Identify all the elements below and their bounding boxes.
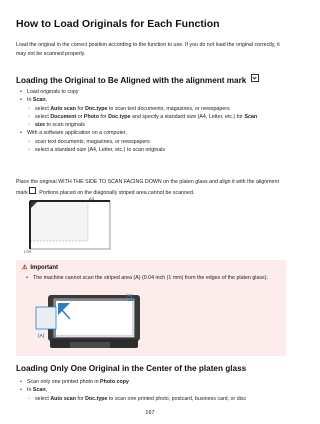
ltr-label: LTR bbox=[24, 249, 32, 254]
platen-alignment-diagram bbox=[24, 195, 114, 255]
sub-list-item: ◦ select Auto scan for Doc.type to scan one printed photo, postcard, business card, or disc bbox=[20, 395, 246, 403]
warning-icon: ⚠ bbox=[22, 265, 28, 271]
important-title: ⚠ Important bbox=[22, 265, 59, 271]
sub-list-item: ◦ select a standard size (A4, Letter, etc.) to scan originals bbox=[20, 146, 257, 154]
alignment-usage-list bbox=[20, 88, 257, 154]
page-title: How to Load Originals for Each Function bbox=[16, 18, 220, 30]
alignment-mark-icon bbox=[251, 74, 259, 82]
page-number: 167 bbox=[145, 410, 155, 416]
section-heading-alignment bbox=[16, 74, 259, 85]
sub-list-item: ◦ scan text documents, magazines, or newspapers bbox=[20, 138, 257, 146]
label-a-top: (A) bbox=[126, 293, 133, 298]
a4-label: A4 bbox=[89, 196, 94, 201]
important-text: • The machine cannot scan the striped area (A) (0.04 inch (1 mm) from the edges of the platen glass). bbox=[26, 274, 268, 282]
scanner-illustration bbox=[30, 287, 150, 351]
label-a-left: (A) bbox=[38, 333, 45, 338]
intro-paragraph: Load the original in the correct position according to the function to use. If you do not load the original correctly, it may not be scanned properly. bbox=[16, 42, 280, 57]
sub-list-item-continued: ◦ size to scan originals bbox=[20, 121, 257, 129]
placement-paragraph: Place the original WITH THE SIDE TO SCAN FACING DOWN on the platen glass and align it with the alignment mark . Portions placed on the diagonally striped area cannot be scanned. bbox=[16, 179, 279, 196]
sub-list-item: ◦ select Auto scan for Doc.type to scan text documents, magazines, or newspapers bbox=[20, 105, 257, 113]
list-item: • With a software application on a computer, bbox=[20, 129, 257, 137]
list-item: • In Scan, bbox=[20, 96, 257, 104]
list-item: • Load originals to copy bbox=[20, 88, 257, 96]
sub-list-item: ◦ select Document or Photo for Doc.type and specify a standard size (A4, Letter, etc.) for Scan bbox=[20, 113, 257, 121]
list-item: • In Scan, bbox=[20, 386, 246, 394]
list-item: • Scan only one printed photo in Photo copy bbox=[20, 378, 246, 386]
section-heading-text: Loading the Original to Be Aligned with the alignment mark bbox=[16, 76, 247, 85]
center-usage-list bbox=[20, 378, 246, 403]
section-heading-center: Loading Only One Original in the Center of the platen glass bbox=[16, 364, 247, 373]
